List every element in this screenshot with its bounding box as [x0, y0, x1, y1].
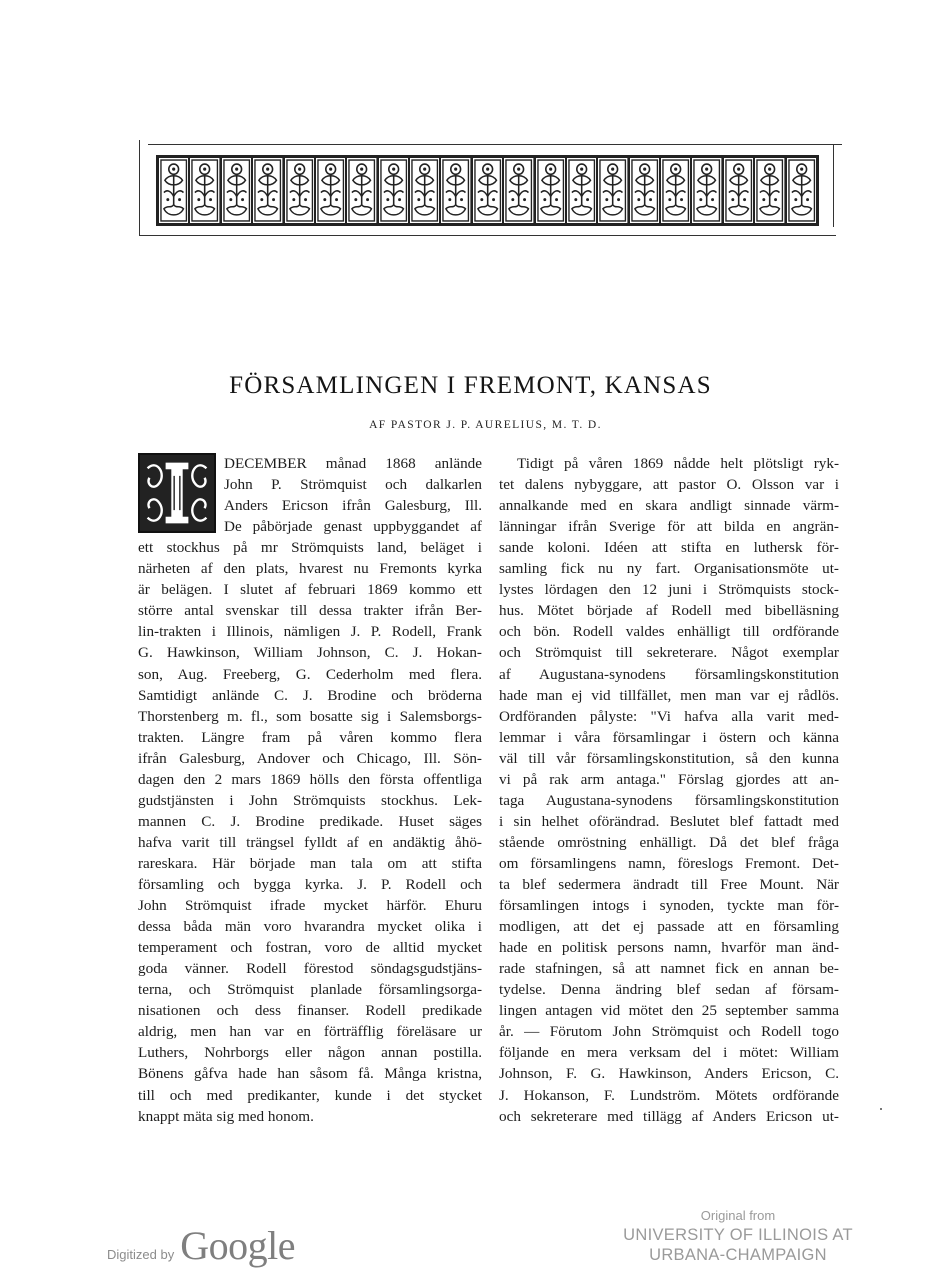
text-line: af Augustana-synodens församlingskonstitution: [499, 665, 839, 683]
text-line: är belägen. I slutet af februari 1869 kommo ett: [138, 581, 482, 599]
ornament-tile-icon: [159, 158, 188, 223]
ornament-tile-icon: [755, 158, 784, 223]
text-line: församlingen intogs i synoden, tyckte man för-: [499, 897, 839, 915]
text-line: ifrån Galesburg, Andover och Chicago, Ill. Sön-: [138, 749, 482, 767]
text-line: och sekreterare med tillägg af Anders Ericson ut-: [499, 1107, 839, 1125]
text-line: aldrig, men han var en förträfflig föreläsare ur: [138, 1023, 482, 1041]
text-line: hade en politisk persons namn, hvarför man änd-: [499, 939, 839, 957]
ornament-tile-icon: [692, 158, 721, 223]
text-line: Samtidigt anlände C. J. Brodine och bröderna: [138, 686, 482, 704]
text-line: John P. Strömquist och dalkarlen: [224, 476, 482, 494]
digitized-label: Digitized by: [107, 1247, 175, 1262]
text-line: lemmar i våra församlingar i östern och känna: [499, 728, 839, 746]
original-label: Original from: [700, 1208, 776, 1223]
side-watermark: [3, 440, 17, 1260]
ornament-tile-icon: [724, 158, 753, 223]
text-line: och bön. Rodell valdes enhälligt till ordförande: [499, 623, 839, 641]
decorative-header-band: [156, 155, 819, 226]
ornament-tile-icon: [347, 158, 376, 223]
text-line: och Strömquist till sekreterare. Något exemplar: [499, 644, 839, 662]
text-line: G. Hawkinson, William Johnson, C. J. Hokan-: [138, 644, 482, 662]
text-line: Luthers, Nohrborgs eller någon annan postilla.: [138, 1044, 482, 1062]
text-line: goda vänner. Rodell förestod söndagsgudstjäns-: [138, 960, 482, 978]
text-line: ta blef sedermera ändradt till Free Mount. När: [499, 876, 839, 893]
text-line: ett stockhus på mr Strömquists land, beläget i: [138, 539, 482, 557]
text-line: trakten. Längre fram på våren kommo flera: [138, 728, 482, 746]
ornament-tile-icon: [316, 158, 345, 223]
text-line: lystes lördagen den 12 juni i Strömquists stock-: [499, 581, 839, 599]
ornament-tile-icon: [222, 158, 251, 223]
text-line: vi på rak arm antaga." Förslag gjordes att an-: [499, 770, 839, 788]
institution-line-2: URBANA-CHAMPAIGN: [649, 1246, 827, 1264]
original-source-mark: [600, 1207, 876, 1265]
text-line: DECEMBER månad 1868 anlände: [224, 455, 482, 472]
text-line: rareskara. Här började man tala om att stifta: [138, 854, 482, 872]
institution-line-1: UNIVERSITY OF ILLINOIS AT: [623, 1226, 853, 1244]
ornament-tile-icon: [630, 158, 659, 223]
ornament-tile-icon: [473, 158, 502, 223]
digitized-brand-logo: Google: [180, 1223, 295, 1268]
text-line: länningar ifrån Sverige för att bilda en angrän-: [499, 518, 839, 536]
text-line: år. — Förutom John Strömquist och Rodell togo: [499, 1023, 839, 1041]
text-line: sande koloni. Idéen att stifta en luthersk för-: [499, 539, 839, 557]
digitized-by-mark: [107, 1222, 295, 1268]
text-line: dessa båda män voro hvarandra mycket olika i: [138, 918, 482, 936]
text-line: De påbörjade genast uppbyggandet af: [224, 518, 482, 536]
ornament-tile-icon: [567, 158, 596, 223]
ornament-tile-icon: [504, 158, 533, 223]
text-line: mannen C. J. Brodine predikade. Huset säges: [138, 812, 482, 830]
text-line: Thorstenberg m. fl., som bosatte sig i Salemsborgs-: [138, 707, 482, 725]
text-line: om församlingens namn, föreslogs Fremont. Det-: [499, 854, 839, 872]
text-line: rade stafningen, så att namnet fick en annan be-: [499, 960, 839, 978]
ornament-tile-icon: [379, 158, 408, 223]
text-line: J. Hokanson, F. Lundström. Mötets ordförande: [499, 1086, 839, 1104]
ornament-tile-icon: [598, 158, 627, 223]
text-line: annalkande med en skara andligt sinnade värm-: [499, 497, 839, 515]
text-line: son, Aug. Freeberg, G. Cederholm med flera.: [138, 665, 482, 683]
text-line: följande en mera verksam del i mötet: William: [499, 1044, 839, 1062]
text-line: modligen, att det ej passade att en församling: [499, 918, 839, 936]
article-byline: AF PASTOR J. P. AURELIUS, M. T. D.: [369, 419, 602, 431]
text-line: större antal svenskar till dessa trakter ifrån Ber-: [138, 602, 482, 620]
text-line: taga Augustana-synodens församlingskonstitution: [499, 791, 839, 809]
text-line: till och med predikanter, kunde i det stycket: [138, 1086, 482, 1104]
ornament-tile-icon: [661, 158, 690, 223]
text-line: hade man ej vid tillfället, men man var ej rådlös.: [499, 686, 839, 704]
text-line: tydelse. Denna ändring blef sedan af försam-: [499, 981, 839, 999]
text-line: hus. Mötet började af Rodell med bibelläsning: [499, 602, 839, 620]
text-line: stående omröstning enhälligt. Då det blef fråga: [499, 833, 839, 851]
text-line: lin-trakten i Illinois, nämligen J. P. Rodell, Frank: [138, 623, 482, 641]
text-line: dagen den 2 mars 1869 hölls den första offentliga: [138, 770, 482, 788]
text-line: knappt mäta sig med honom.: [138, 1107, 314, 1125]
text-line: terna, och Strömquist planlade församlingsorga-: [138, 981, 482, 999]
text-line: församling och bygga kyrka. J. P. Rodell och: [138, 876, 482, 893]
dropcap-initial: [138, 453, 216, 533]
ornament-tile-icon: [285, 158, 314, 223]
text-line: Bönens gåfva hade han såsom få. Många kristna,: [138, 1065, 482, 1083]
text-line: väl till vår församlingskonstitution, så den kunna: [499, 749, 839, 767]
text-line: lingen antagen vid mötet den 25 september samma: [499, 1002, 839, 1020]
ornament-tile-icon: [190, 158, 219, 223]
text-line: Anders Ericson ifrån Galesburg, Ill.: [224, 497, 482, 515]
ornament-tile-icon: [441, 158, 470, 223]
text-line: temperament och fostran, voro de alltid mycket: [138, 939, 482, 957]
text-line: John Strömquist ifrade mycket härför. Ehuru: [138, 897, 482, 915]
scan-speck: [880, 1108, 882, 1110]
text-line: Tidigt på våren 1869 nådde helt plötsligt ryk-: [517, 455, 839, 472]
ornament-tile-icon: [536, 158, 565, 223]
text-line: hafva varit till trängsel fylldt af en andäktig åhö-: [138, 833, 482, 851]
dropcap-initial-i-icon: [140, 455, 214, 531]
text-line: närheten af den plats, hvarest nu Fremonts kyrka: [138, 560, 482, 578]
text-line: samling fick nu ny fart. Organisationsmöte ut-: [499, 560, 839, 578]
text-line: i sin helhet oförändrad. Beslutet blef fattadt med: [499, 812, 839, 830]
text-line: nisationen och dess finanser. Rodell predikade: [138, 1002, 482, 1020]
text-line: tet dalens nybyggare, att pastor O. Olsson var i: [499, 476, 839, 494]
ornament-tile-icon: [410, 158, 439, 223]
ornament-tile-icon: [787, 158, 816, 223]
text-line: Johnson, F. G. Hawkinson, Anders Ericson, C.: [499, 1065, 839, 1083]
article-title: FÖRSAMLINGEN I FREMONT, KANSAS: [229, 372, 712, 399]
ornament-tile-icon: [253, 158, 282, 223]
text-line: gudstjänsten i John Strömquists stockhus. Lek-: [138, 791, 482, 809]
text-line: Ordföranden pålyste: "Vi hafva alla varit med-: [499, 707, 839, 725]
